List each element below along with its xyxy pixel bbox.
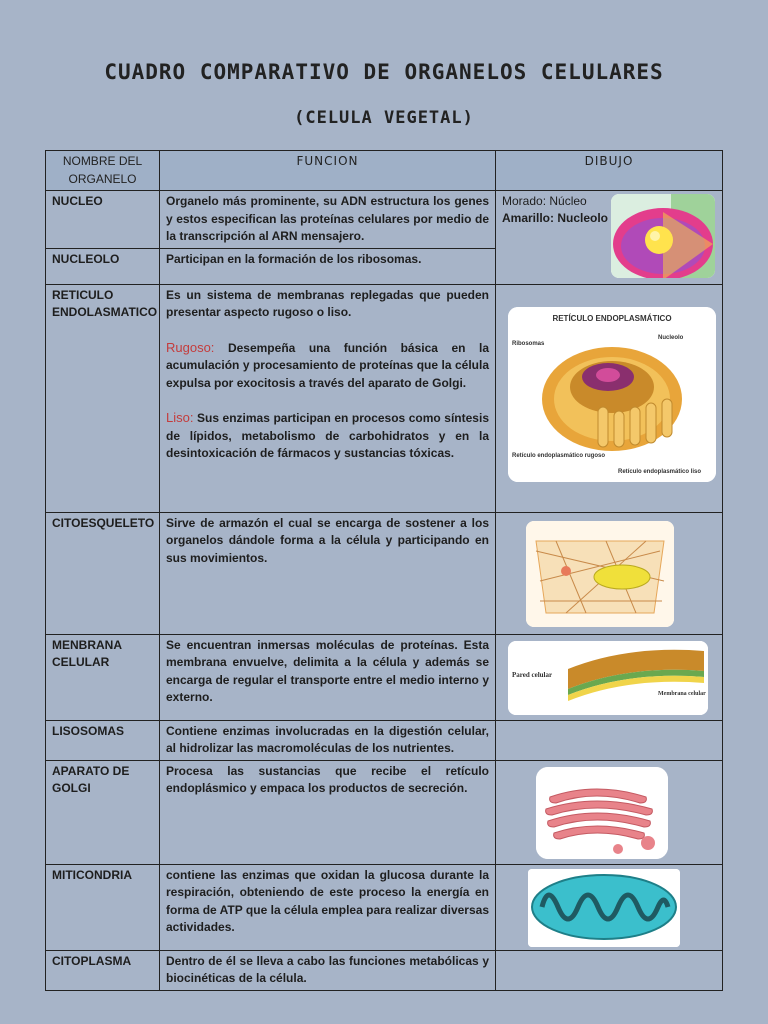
citoplasma-drawing-cell bbox=[496, 950, 723, 990]
liso-label: Liso: bbox=[166, 410, 194, 425]
membrane-image bbox=[508, 641, 708, 715]
organelle-function: Participan en la formación de los ribosomas. bbox=[160, 248, 496, 284]
header-name: NOMBRE DEL ORGANELO bbox=[46, 151, 160, 191]
organelle-name: CITOESQUELETO bbox=[46, 512, 160, 634]
rugoso-label: Rugoso: bbox=[166, 339, 215, 355]
organelle-name: APARATO DE GOLGI bbox=[46, 760, 160, 864]
table-row bbox=[46, 512, 723, 634]
organelle-name: MITICONDRIA bbox=[46, 864, 160, 950]
table-row bbox=[46, 191, 723, 249]
citoesqueleto-drawing-cell bbox=[496, 512, 723, 634]
er-label-nucleolo: Nucleolo bbox=[658, 334, 684, 341]
table-row bbox=[46, 634, 723, 720]
liso-text: Sus enzimas participan en procesos como síntesis de lípidos, metabolismo de carbohidratos y en la desintoxicación de fármacos y sustancias tóxicas. bbox=[166, 411, 489, 460]
liso-paragraph bbox=[166, 409, 489, 463]
organelle-function bbox=[160, 191, 496, 249]
table-row bbox=[46, 760, 723, 864]
header-row bbox=[46, 151, 723, 191]
golgi-image bbox=[536, 767, 668, 859]
organelle-function: contiene las enzimas que oxidan la glucosa durante la respiración, obteniendo de este proceso la energía en forma de ATP que la célula emplea para realizar diversas actividades. bbox=[160, 864, 496, 950]
table-row bbox=[46, 864, 723, 950]
organelle-name: NUCLEO bbox=[46, 191, 160, 249]
organelle-function: Dentro de él se lleva a cabo las funciones metabólicas y biocinéticas de la célula. bbox=[160, 950, 496, 990]
golgi-drawing-cell bbox=[496, 760, 723, 864]
organelle-name: RETICULO ENDOLASMATICO bbox=[46, 284, 160, 512]
function-text: Es un sistema de membranas replegadas que pueden presentar aspecto rugoso o liso. bbox=[166, 287, 489, 319]
reticulo-drawing-cell bbox=[496, 284, 723, 512]
er-label-liso: Retículo endoplasmático liso bbox=[618, 468, 702, 475]
organelle-function: Se encuentran inmersas moléculas de proteínas. Esta membrana envuelve, delimita a la célula y además se encarga de regular el transporte entre el medio interno y externo. bbox=[160, 634, 496, 720]
page-title: CUADRO COMPARATIVO DE ORGANELOS CELULARES bbox=[104, 60, 664, 84]
header-function: FUNCION bbox=[160, 151, 496, 191]
mitochondria-image bbox=[528, 869, 680, 947]
table-row bbox=[46, 720, 723, 760]
er-image bbox=[508, 307, 716, 482]
cytoskeleton-image bbox=[526, 521, 674, 627]
comparison-table bbox=[45, 150, 723, 991]
header-drawing: DIBUJO bbox=[496, 151, 723, 191]
nucleo-drawing-cell bbox=[496, 191, 723, 285]
legend-purple: Morado: Núcleo bbox=[502, 194, 587, 208]
er-image-title: RETÍCULO ENDOPLASMÁTICO bbox=[552, 313, 672, 323]
organelle-name: CITOPLASMA bbox=[46, 950, 160, 990]
nucleo-legend bbox=[502, 193, 608, 227]
membrane-label-pared: Pared celular bbox=[512, 670, 553, 679]
organelle-function: Sirve de armazón el cual se encarga de sostener a los organelos dándole forma a la célula y participando en sus movimientos. bbox=[160, 512, 496, 634]
organelle-name: NUCLEOLO bbox=[46, 248, 160, 284]
membrana-drawing-cell bbox=[496, 634, 723, 720]
table-row bbox=[46, 950, 723, 990]
rugoso-text: Desempeña una función básica en la acumulación y procesamiento de proteínas que la célula expulsa por exocitosis a través del aparato de Golgi. bbox=[166, 340, 489, 390]
er-label-ribosomas: Ribosomas bbox=[512, 340, 545, 347]
page-subtitle: (CELULA VEGETAL) bbox=[294, 108, 474, 128]
table-row bbox=[46, 284, 723, 512]
er-label-rugoso: Retículo endoplasmático rugoso bbox=[512, 452, 606, 459]
nucleus-image bbox=[611, 194, 715, 278]
membrane-label-membrana: Membrana celular bbox=[658, 690, 706, 697]
organelle-function bbox=[160, 284, 496, 512]
organelle-function: Contiene enzimas involucradas en la digestión celular, al hidrolizar las macromoléculas de los nutrientes. bbox=[160, 720, 496, 760]
lisosomas-drawing-cell bbox=[496, 720, 723, 760]
mitocondria-drawing-cell bbox=[496, 864, 723, 950]
organelle-name: MENBRANA CELULAR bbox=[46, 634, 160, 720]
rugoso-paragraph bbox=[166, 339, 489, 393]
organelle-function: Procesa las sustancias que recibe el retículo endoplásmico y empaca los productos de secreción. bbox=[160, 760, 496, 864]
function-text: Organelo más prominente, su ADN estructura los genes y estos especifican las proteínas celulares por medio de la transcripción al ARN mensajero. bbox=[166, 194, 489, 243]
legend-yellow: Amarillo: Nucleolo bbox=[502, 211, 609, 225]
organelle-name: LISOSOMAS bbox=[46, 720, 160, 760]
